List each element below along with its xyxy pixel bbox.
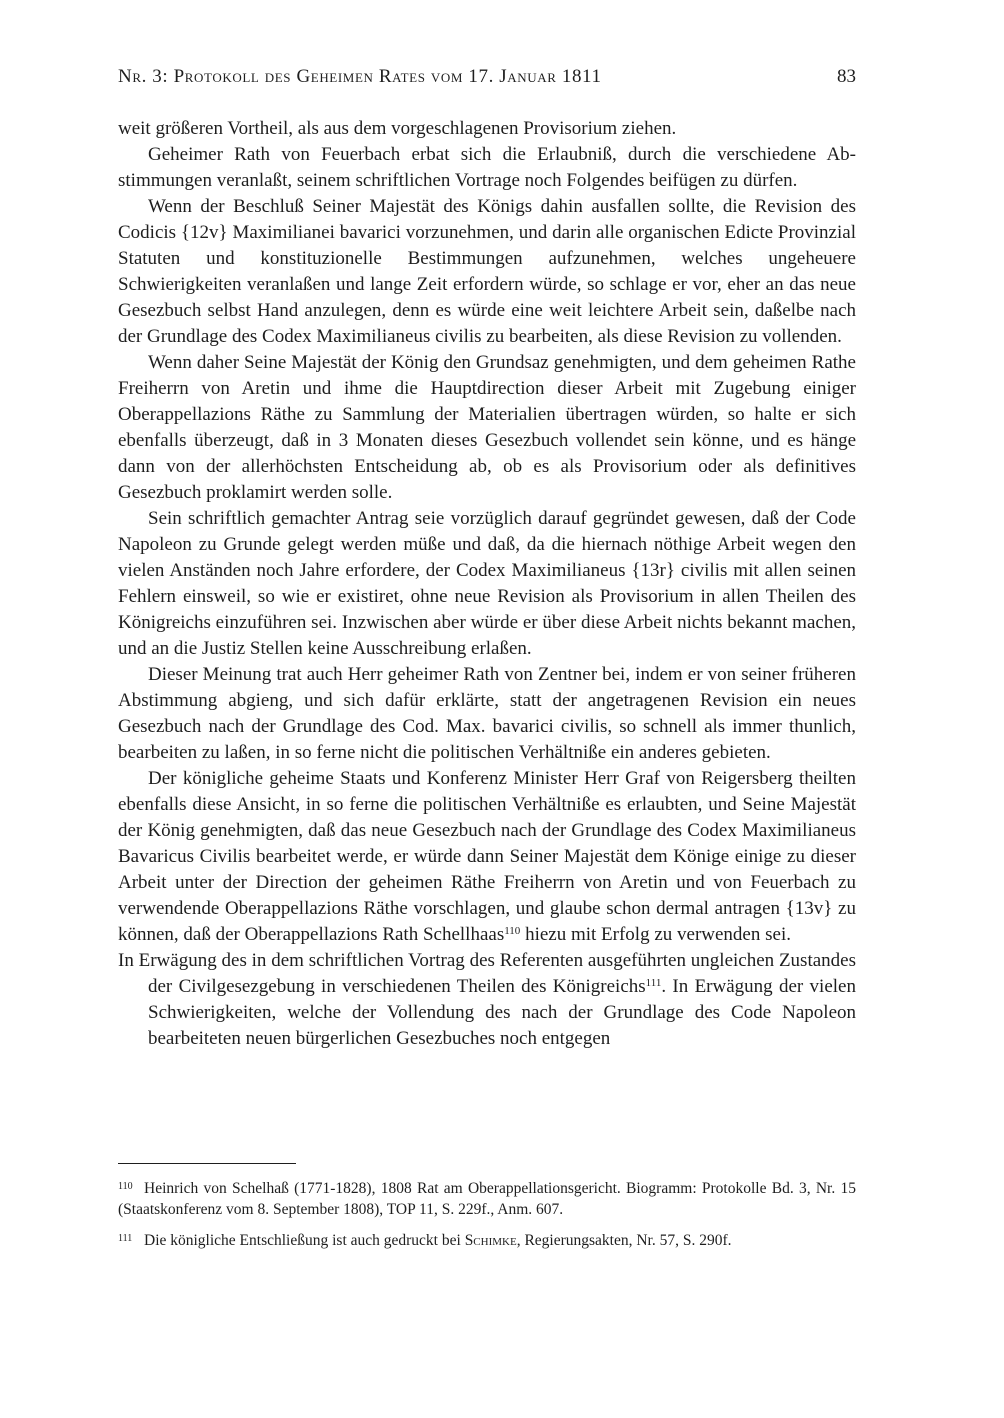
footnote-110 — [118, 1176, 856, 1220]
footnote-111 — [118, 1228, 856, 1251]
paragraph-tail: . In Erwägung der vielen Schwierigkeiten, welche der Vollendung des nach der Grundlage des Code Napoleon bearbeiteten neuen bürgerlichen Gesezbuches noch entgegen — [148, 976, 856, 1049]
footnote-text: Die königliche Entschließung ist auch gedruckt bei — [144, 1232, 465, 1249]
paragraph-text: Der königliche geheime Staats und Konferenz Minister Herr Graf von Reigersberg theilten ebenfalls diese Ansicht, in so ferne die politischen Verhältniße es erlaubten, und Seine Majestät der König genehmigten, daß das neue Gesezbuch nach der Grundlage des Codex Maximilianeus Bavaricus Civilis bearbeitet werde, er würde dann Seiner Majestät dem Könige einige zu dieser Arbeit unter der Direction der geheimen Räthe Freiherrn von Aretin und von Feuerbach zu verwendende Oberappellazions Räthe vorschlagen, und glaube schon dermal antragen {13v} zu können, daß der Oberappellazions Rath Schellhaas — [118, 768, 856, 945]
footnote-number: 111 — [118, 1233, 133, 1244]
footnote-divider — [118, 1163, 296, 1164]
paragraph-text: In Erwägung des in dem schriftlichen Vortrag des Referenten ausgeführten ungleichen Zustandes der Civilgesezgebung in verschiedenen Theilen des Königreichs — [118, 950, 856, 997]
footnote-ref-110[interactable]: 110 — [504, 925, 521, 937]
footnotes — [118, 1176, 856, 1259]
page-number: 83 — [837, 66, 856, 87]
footnote-number: 110 — [118, 1181, 133, 1192]
paragraph-tail: hiezu mit Erfolg zu verwenden sei. — [520, 924, 791, 945]
main-text — [118, 116, 856, 1052]
footnote-ref-111[interactable]: 111 — [645, 977, 662, 989]
running-head — [118, 66, 856, 94]
paragraph: Wenn der Beschluß Seiner Majestät des Königs dahin ausfallen sollte, die Revision des Codicis {12v} Maximilianei bavarici vorzunehmen, und darin alle organischen Edicte Provinzial Statuten und konstituzionelle Bestimmungen aufzunehmen, welches ungeheuere Schwierigkeiten veranlaßen und lange Zeit erfordern würde, so schlage er vor, eher an das neue Gesezbuch selbst Hand anzulegen, denn es würde eine weit leichtere Arbeit sein, daßelbe nach der Grundlage des Codex Maximilianeus civilis zu bearbeiten, als diese Revision zu vollenden. — [118, 196, 856, 347]
paragraph: Sein schriftlich gemachter Antrag seie vorzüglich darauf gegründet gewesen, daß der Code Napoleon zu Grunde gelegt werden müße und daß, da die hiernach nöthige Arbeit wegen den vielen Anständen noch Jahre erfordere, der Codex Maximilianeus {13r} civilis mit allen seinen Fehlern einsweil, so wie er existiret, ohne neue Revision als Provisorium in allen Theilen des Königreichs einzuführen sei. Inzwischen aber würde er über diese Arbeit nichts bekannt machen, und an die Justiz Stellen keine Ausschreibung erlaßen. — [118, 508, 856, 659]
paragraph-reigersberg — [118, 766, 856, 948]
paragraph: weit größeren Vortheil, als aus dem vorgeschlagenen Provisorium ziehen. — [118, 118, 677, 139]
paragraph-erwaegung — [118, 948, 856, 1052]
paragraph: Dieser Meinung trat auch Herr geheimer Rath von Zentner bei, indem er von seiner früheren Abstimmung abgieng, und sich dafür erklärte, statt der angetragenen Revision ein neues Gesezbuch nach der Grundlage des Cod. Max. bavarici civilis, so schnell als immer thunlich, bearbeiten zu laßen, in so ferne nicht die politischen Verhältniße ein anderes gebieten. — [118, 664, 856, 763]
footnote-text-after: , Regierungsakten, Nr. 57, S. 290f. — [516, 1232, 732, 1249]
running-title: Nr. 3: Protokoll des Geheimen Rates vom 17. Januar 1811 — [118, 66, 602, 87]
footnote-author: Schimke — [464, 1232, 517, 1249]
footnote-text: Heinrich von Schelhaß (1771-1828), 1808 Rat am Oberappellationsgericht. Biogramm: Protokolle Bd. 3, Nr. 15 (Staatskonferenz vom 8. September 1808), TOP 11, S. 229f., Anm. 607. — [118, 1180, 856, 1218]
paragraph: Geheimer Rath von Feuerbach erbat sich die Erlaubniß, durch die verschiedene Abstimmungen veranlaßt, seinem schriftlichen Vortrage noch Folgendes beifügen zu dürfen. — [118, 144, 856, 191]
paragraph: Wenn daher Seine Majestät der König den Grundsaz genehmigten, und dem geheimen Rathe Freiherrn von Aretin und ihme die Hauptdirection dieser Arbeit mit Zugebung einiger Oberappellazions Räthe zu Sammlung der Materialien übertragen würden, so halte er sich ebenfalls überzeugt, daß in 3 Monaten dieses Gesezbuch vollendet sein könne, und es hänge dann von der allerhöchsten Entscheidung ab, ob es als Provisorium oder als definitives Gesezbuch proklamirt werden solle. — [118, 352, 856, 503]
